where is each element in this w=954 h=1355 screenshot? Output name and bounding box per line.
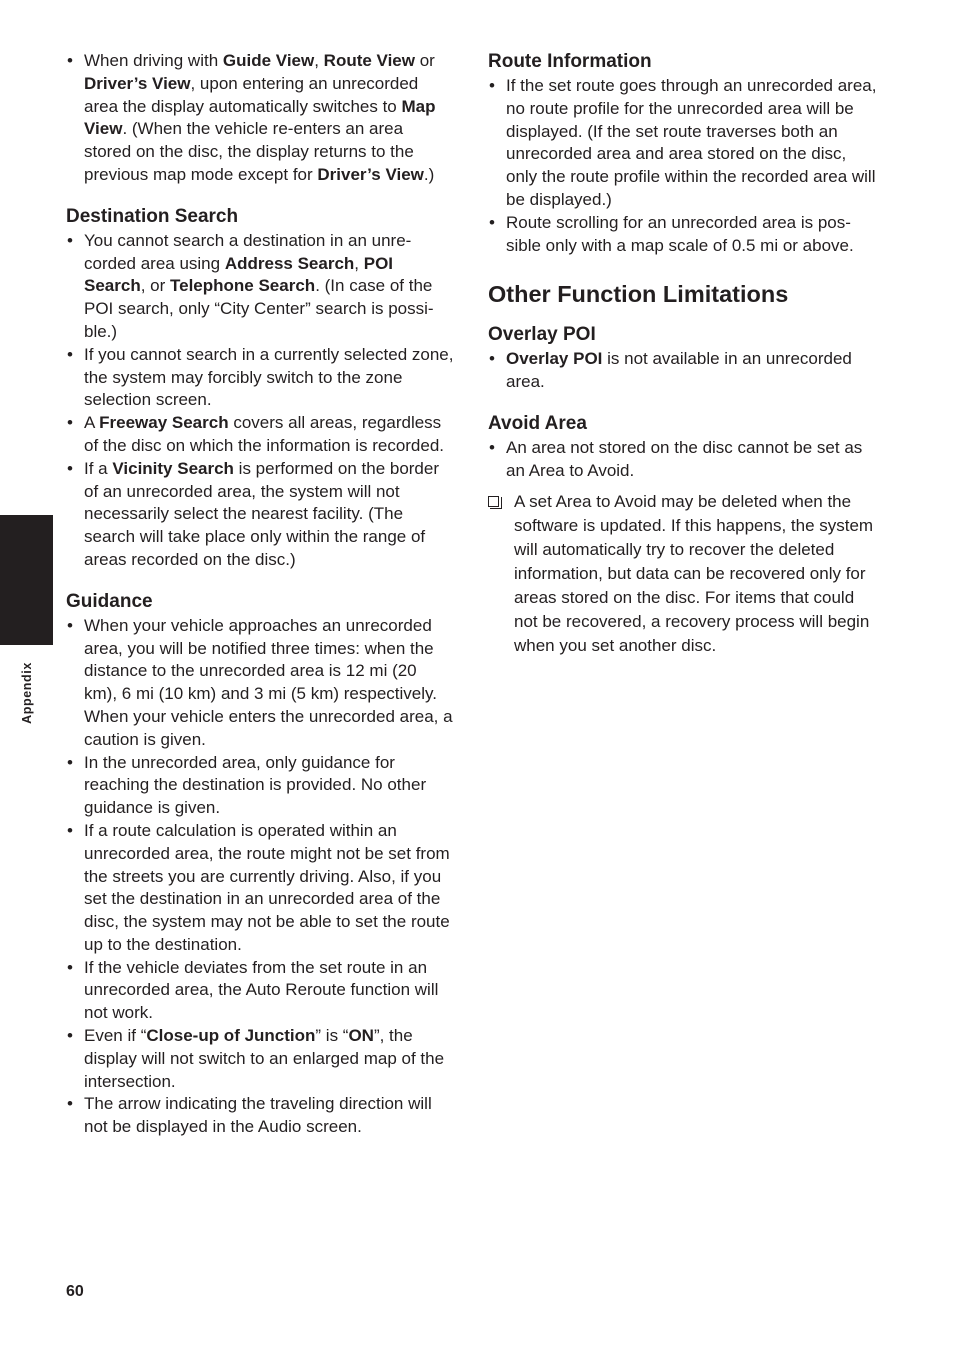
route-information-list [488, 75, 880, 257]
bold-term: Driver’s View [317, 164, 424, 184]
list-item: • Even if “Close-up of Junction” is “ON”, the display will not switch to an enlarged map of the intersection. [66, 1025, 454, 1093]
bold-term: Close-up of Junction [146, 1026, 316, 1046]
heading-avoid-area: Avoid Area [488, 412, 587, 434]
bold-term: Driver’s View [84, 73, 191, 93]
section-title: Other Function Limitations [488, 281, 789, 308]
heading-guidance: Guidance [66, 590, 153, 612]
list-item: • If a Vicinity Search is performed on the border of an unrecorded area, the system will not necessarily select the nearest facility. (The search will take place only within the range of areas recorded on the disc.) [66, 458, 454, 572]
bold-term: Route View [323, 51, 415, 70]
bold-term: Address Search [224, 253, 355, 273]
list-item: • The arrow indicating the traveling direction will not be displayed in the Audio screen. [66, 1093, 454, 1139]
list-item: • If you cannot search in a currently selected zone, the system may forcibly switch to the zone selection screen. [66, 344, 454, 412]
list-item: • In the unrecorded area, only guidance for reaching the destination is provided. No other guidance is given. [66, 752, 454, 820]
bold-term: Map View [84, 96, 436, 139]
list-item: • If a route calculation is operated within an unrecorded area, the route might not be set from the streets you are currently driving. Also, if you set the destination in an unrecorded area of the disc, the system may not be able to set the route up to the destination. [66, 820, 454, 957]
guidance-list [66, 615, 454, 1139]
page-number: 60 [66, 1283, 84, 1300]
heading-route-information: Route Information [488, 51, 652, 72]
bold-term: POI Search [84, 253, 394, 296]
bold-term: ON [348, 1026, 374, 1046]
list-item: • Route scrolling for an unrecorded area is possible only with a map scale of 0.5 mi or above. [488, 212, 880, 258]
list-item: • An area not stored on the disc cannot be set as an Area to Avoid. [488, 437, 880, 483]
bold-term: Overlay POI [506, 349, 603, 369]
list-item: • When your vehicle approaches an unrecorded area, you will be notified three times: when the distance to the unrecorded area is 12 mi (20 km), 6 mi (10 km) and 3 mi (5 km) respectively. When your vehicle enters the unrecorded area, a caution is given. [66, 615, 454, 752]
note-checkbox-icon [488, 496, 499, 507]
list-item: • A Freeway Search covers all areas, regardless of the disc on which the information is recorded. [66, 412, 454, 458]
list-item: • You cannot search a destination in an unrecorded area using Address Search, POI Search, or Telephone Search. (In case of the POI search, only “City Center” search is possible.) [66, 230, 454, 344]
list-item: • When driving with Guide View, Route View or Driver’s View, upon entering an unrecorded area the display automatically switches to Map View. (When the vehicle re-enters an area stored on the disc, the display returns to the previous map mode except for Driver’s View.) [66, 50, 454, 187]
note-text: A set Area to Avoid may be deleted when the software is updated. If this happens, the system will automatically try to recover the deleted information, but data can be recovered only for areas stored on the disc. For items that could not be recovered, a recovery process will begin when you set another disc. [514, 491, 874, 655]
list-item: • If the set route goes through an unrecorded area, no route profile for the unrecorded area will be displayed. (If the set route traverses both an unrecorded area and area stored on the disc, only the route profile within the recorded area will be displayed.) [488, 75, 880, 212]
section-tab [0, 515, 53, 645]
destination-search-list [66, 230, 454, 572]
bold-term: Vicinity Search [112, 458, 234, 478]
bold-term: Guide View [222, 51, 315, 70]
avoid-area-list [488, 437, 880, 483]
intro-list [66, 50, 454, 187]
bold-term: Telephone Search [170, 276, 316, 296]
section-tab-label: Appendix [20, 662, 34, 724]
overlay-poi-list [488, 348, 880, 394]
heading-destination-search: Destination Search [66, 205, 239, 227]
list-item: • Overlay POI is not available in an unrecorded area. [488, 348, 880, 394]
left-column [66, 50, 454, 1139]
heading-overlay-poi: Overlay POI [488, 324, 596, 346]
note [488, 490, 880, 658]
bold-term: Freeway Search [99, 413, 229, 433]
right-column [488, 50, 880, 658]
list-item: • If the vehicle deviates from the set route in an unrecorded area, the Auto Reroute function will not work. [66, 957, 454, 1025]
